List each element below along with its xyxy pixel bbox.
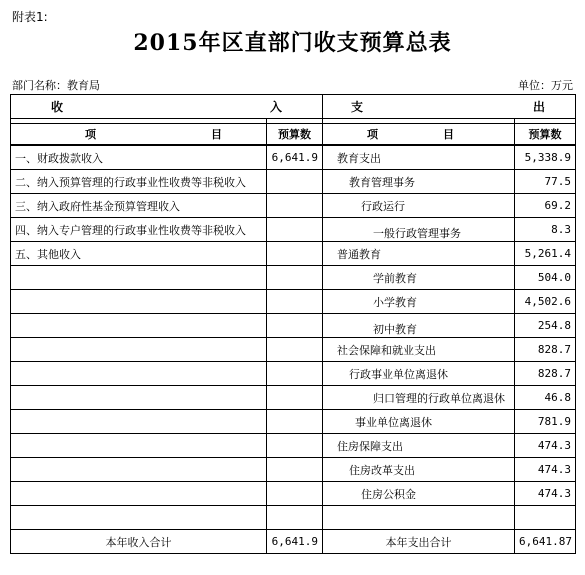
- expense-value: 828.7: [515, 362, 576, 386]
- income-section-header: [11, 95, 323, 119]
- income-value: [267, 386, 323, 410]
- income-item: [11, 410, 267, 434]
- expense-value: 8.3: [515, 218, 576, 242]
- expense-value: 46.8: [515, 386, 576, 410]
- expense-value: 254.8: [515, 314, 576, 338]
- income-item: [11, 290, 267, 314]
- table-row: [11, 242, 576, 266]
- income-item-header: [11, 124, 267, 146]
- expense-item: [323, 506, 515, 530]
- income-item: [11, 266, 267, 290]
- budget-table-body: [11, 95, 576, 554]
- expense-item: 一般行政管理事务: [323, 218, 515, 242]
- expense-item: 住房保障支出: [323, 434, 515, 458]
- expense-value: 4,502.6: [515, 290, 576, 314]
- income-value: [267, 314, 323, 338]
- section-header-row: [11, 95, 576, 119]
- income-item: 二、纳入预算管理的行政事业性收费等非税收入: [11, 170, 267, 194]
- expense-value: 474.3: [515, 458, 576, 482]
- expense-item: 教育管理事务: [323, 170, 515, 194]
- table-row: [11, 458, 576, 482]
- income-header-left: 收: [51, 100, 64, 114]
- expense-value: 504.0: [515, 266, 576, 290]
- expense-header-left: 支: [351, 100, 364, 114]
- income-budget-header: 预算数: [267, 124, 323, 146]
- income-value: [267, 482, 323, 506]
- expense-value: 474.3: [515, 482, 576, 506]
- income-item: 四、纳入专户管理的行政事业性收费等非税收入: [11, 218, 267, 242]
- expense-item: 行政运行: [323, 194, 515, 218]
- expense-item: 住房公积金: [323, 482, 515, 506]
- income-item: [11, 458, 267, 482]
- expense-item: 小学教育: [323, 290, 515, 314]
- expense-section-header: [323, 95, 576, 119]
- expense-value: 5,338.9: [515, 145, 576, 170]
- unit-label: 单位：万元: [518, 79, 573, 92]
- expense-item: 归口管理的行政单位离退休: [323, 386, 515, 410]
- income-header-right: 入: [269, 100, 282, 114]
- expense-value: 5,261.4: [515, 242, 576, 266]
- expense-header-right: 出: [532, 100, 545, 114]
- income-value: [267, 458, 323, 482]
- expense-item: 住房改革支出: [323, 458, 515, 482]
- table-row: [11, 218, 576, 242]
- income-value: [267, 218, 323, 242]
- table-row: [11, 290, 576, 314]
- expense-item: 行政事业单位离退休: [323, 362, 515, 386]
- income-item-header-right: 目: [211, 128, 222, 141]
- income-value: [267, 290, 323, 314]
- expense-value: 77.5: [515, 170, 576, 194]
- table-row: [11, 314, 576, 338]
- income-item: [11, 338, 267, 362]
- income-item: 一、财政拨款收入: [11, 145, 267, 170]
- page-title: 2015年区直部门收支预算总表: [133, 30, 452, 56]
- expense-item-header-right: 目: [443, 128, 454, 141]
- expense-value: 474.3: [515, 434, 576, 458]
- income-item: [11, 386, 267, 410]
- table-row: [11, 362, 576, 386]
- totals-row: [11, 530, 576, 554]
- income-item: [11, 314, 267, 338]
- column-header-row: [11, 124, 576, 146]
- expense-value: [515, 506, 576, 530]
- income-item: 五、其他收入: [11, 242, 267, 266]
- income-item: [11, 506, 267, 530]
- budget-table: [10, 94, 576, 554]
- expense-item: 教育支出: [323, 145, 515, 170]
- expense-item: 普通教育: [323, 242, 515, 266]
- income-item: [11, 362, 267, 386]
- table-row: [11, 145, 576, 170]
- income-value: [267, 242, 323, 266]
- income-value: [267, 434, 323, 458]
- expense-total-value: 6,641.87: [515, 530, 576, 554]
- income-value: [267, 194, 323, 218]
- expense-value: 828.7: [515, 338, 576, 362]
- expense-item: 事业单位离退休: [323, 410, 515, 434]
- table-row: [11, 338, 576, 362]
- income-value: [267, 170, 323, 194]
- income-item: [11, 482, 267, 506]
- income-item: 三、纳入政府性基金预算管理收入: [11, 194, 267, 218]
- income-item: [11, 434, 267, 458]
- income-value: [267, 410, 323, 434]
- income-value: [267, 506, 323, 530]
- expense-budget-header: 预算数: [515, 124, 576, 146]
- expense-item-header: [323, 124, 515, 146]
- expense-item: 社会保障和就业支出: [323, 338, 515, 362]
- income-value: [267, 338, 323, 362]
- income-value: [267, 362, 323, 386]
- income-value: [267, 266, 323, 290]
- table-row: [11, 194, 576, 218]
- table-row: [11, 506, 576, 530]
- table-row: [11, 410, 576, 434]
- expense-item: 初中教育: [323, 314, 515, 338]
- income-total-value: 6,641.9: [267, 530, 323, 554]
- table-row: [11, 386, 576, 410]
- expense-value: 781.9: [515, 410, 576, 434]
- expense-item: 学前教育: [323, 266, 515, 290]
- expense-item-header-left: 项: [367, 128, 378, 141]
- income-value: 6,641.9: [267, 145, 323, 170]
- attachment-label: 附表1:: [12, 10, 48, 24]
- table-row: [11, 266, 576, 290]
- expense-value: 69.2: [515, 194, 576, 218]
- expense-total-label: 本年支出合计: [323, 530, 515, 554]
- table-row: [11, 434, 576, 458]
- income-item-header-left: 项: [85, 128, 96, 141]
- department-name: 部门名称：教育局: [12, 79, 100, 92]
- table-row: [11, 170, 576, 194]
- income-total-label: 本年收入合计: [11, 530, 267, 554]
- table-row: [11, 482, 576, 506]
